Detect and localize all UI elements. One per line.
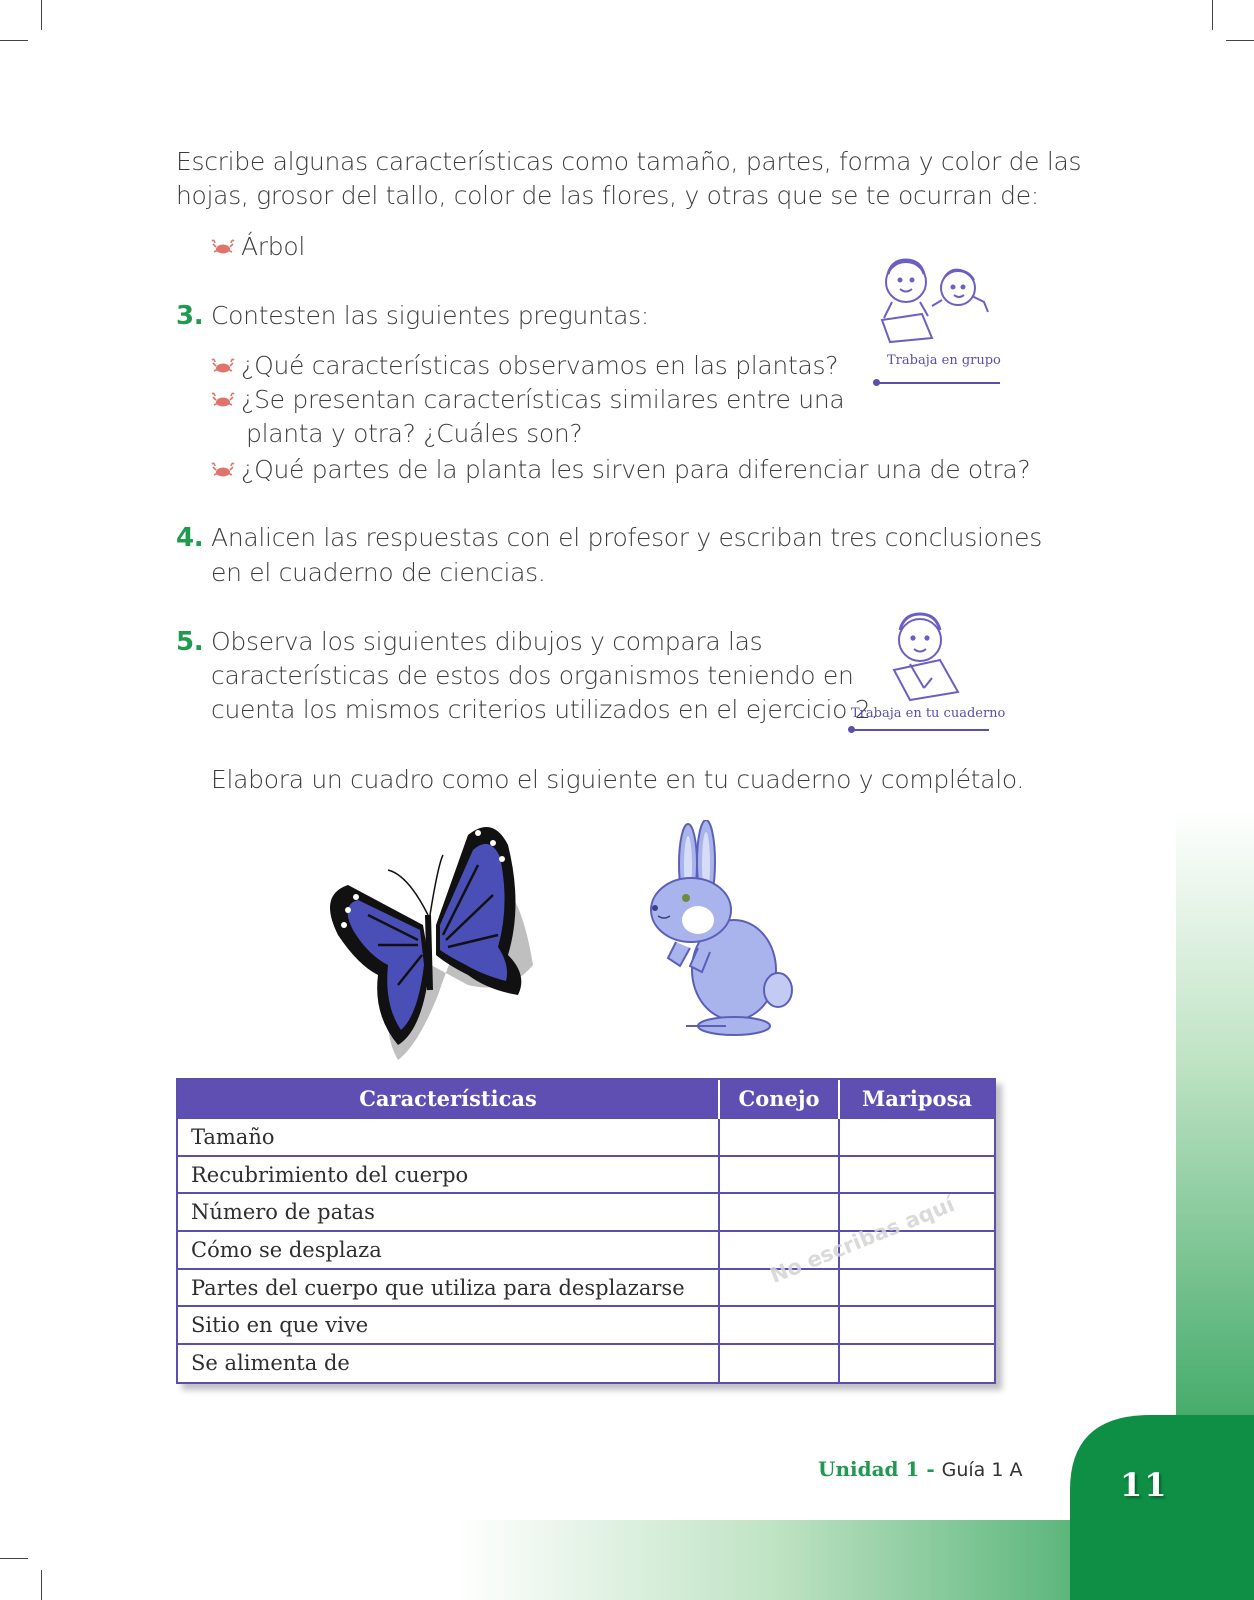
row-label: Partes del cuerpo que utiliza para desplazarse: [178, 1269, 719, 1307]
butterfly-cell: [839, 1306, 994, 1344]
row-label: Sitio en que vive: [178, 1306, 719, 1344]
question-5: [176, 624, 762, 660]
footer-separator: -: [919, 1457, 942, 1481]
crab-bullet-icon: [210, 461, 236, 479]
row-label: Cómo se desplaza: [178, 1231, 719, 1269]
q3-bullet-2-cont: planta y otra? ¿Cuáles son?: [246, 419, 583, 448]
row-label: Recubrimiento del cuerpo: [178, 1156, 719, 1194]
question-5-line-2: características de estos dos organismos teniendo en: [211, 661, 854, 690]
question-4-line-2: en el cuaderno de ciencias.: [211, 558, 546, 587]
rabbit-illustration: [646, 820, 796, 1045]
question-number: 5.: [176, 627, 204, 657]
rabbit-cell: [719, 1118, 839, 1156]
rabbit-cell: [719, 1193, 839, 1231]
row-label: Se alimenta de: [178, 1344, 719, 1382]
header-butterfly: Mariposa: [839, 1080, 994, 1118]
q3-bullet-3: ¿Qué partes de la planta les sirven para diferenciar una de otra?: [241, 455, 1031, 484]
table-row: [178, 1344, 994, 1382]
notebook-work-icon: [880, 608, 980, 704]
header-rabbit: Conejo: [719, 1080, 839, 1118]
table-row: [178, 1306, 994, 1344]
footer-label: [818, 1457, 1022, 1481]
table-row: [178, 1269, 994, 1307]
question-number: 4.: [176, 523, 204, 553]
page-number: 11: [1120, 1466, 1169, 1504]
table-row: [178, 1156, 994, 1194]
row-label: Tamaño: [178, 1118, 719, 1156]
badge-rule: [876, 382, 1000, 384]
do-not-write-watermark: No escribas aquí: [766, 1192, 958, 1288]
badge-rule: [851, 729, 989, 731]
butterfly-cell: [839, 1156, 994, 1194]
rabbit-cell: [719, 1344, 839, 1382]
question-3-text: Contesten las siguientes preguntas:: [211, 301, 649, 330]
question-3: [176, 298, 649, 334]
table-row: [178, 1118, 994, 1156]
question-5-line-1: Observa los siguientes dibujos y compara las: [211, 627, 763, 656]
crab-bullet-icon: [210, 357, 236, 375]
question-4: [176, 520, 1042, 556]
instruction-text: Elabora un cuadro como el siguiente en tu cuaderno y complétalo.: [211, 765, 1025, 794]
q3-bullet-2: ¿Se presentan características similares entre una: [241, 385, 845, 414]
footer-guide: Guía 1 A: [941, 1459, 1023, 1481]
butterfly-cell: [839, 1344, 994, 1382]
question-4-line-1: Analicen las respuestas con el profesor y escriban tres conclusiones: [211, 523, 1042, 552]
row-label: Número de patas: [178, 1193, 719, 1231]
notebook-work-label: Trabaja en tu cuaderno: [851, 706, 1006, 721]
question-number: 3.: [176, 301, 204, 331]
rabbit-cell: [719, 1306, 839, 1344]
table-header-row: [178, 1080, 994, 1118]
header-characteristics: Características: [178, 1080, 719, 1118]
question-5-line-3: cuenta los mismos criterios utilizados en el ejercicio 2.: [211, 695, 879, 724]
crab-bullet-icon: [210, 238, 236, 256]
rabbit-cell: [719, 1156, 839, 1194]
intro-line-2: hojas, grosor del tallo, color de las flores, y otras que se te ocurran de:: [176, 181, 1039, 210]
group-work-label: Trabaja en grupo: [887, 353, 1001, 368]
butterfly-illustration: [318, 815, 558, 1065]
tree-bullet-text: Árbol: [241, 232, 305, 261]
footer-unit: Unidad 1: [818, 1457, 920, 1481]
butterfly-cell: [839, 1118, 994, 1156]
q3-bullet-1: ¿Qué características observamos en las plantas?: [241, 351, 839, 380]
butterfly-cell: [839, 1269, 994, 1307]
intro-line-1: Escribe algunas características como tamaño, partes, forma y color de las: [176, 147, 1082, 176]
crab-bullet-icon: [210, 391, 236, 409]
group-work-icon: [872, 256, 1002, 348]
